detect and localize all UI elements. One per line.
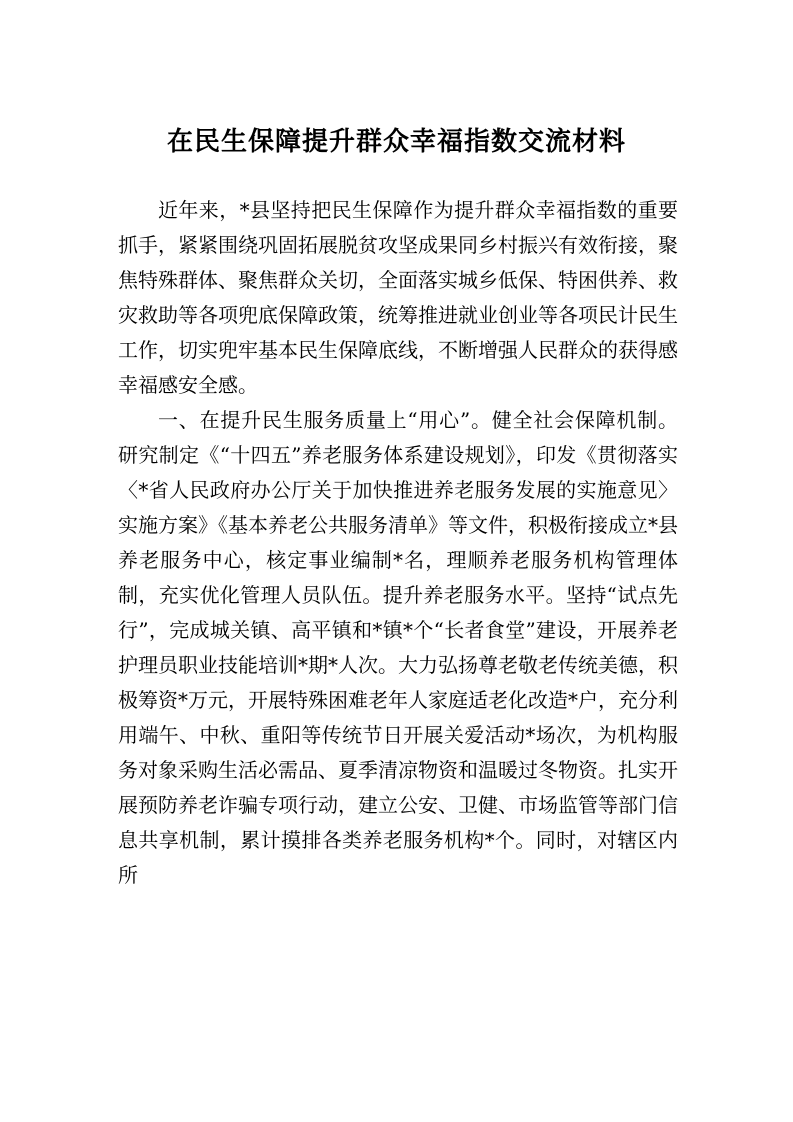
document-title: 在民生保障提升群众幸福指数交流材料: [166, 127, 626, 157]
paragraph-intro: 近年来，*县坚持把民生保障作为提升群众幸福指数的重要抓手，紧紧围绕巩固拓展脱贫攻坚成果同乡村振兴有效衔接，聚焦特殊群体、聚焦群众关切，全面落实城乡低保、特困供养、救灾救助等各项兜底保障政策，统筹推进就业创业等各项民计民生工作，切实兜牢基本民生保障底线，不断增强人民群众的获得感幸福感安全感。: [118, 198, 678, 397]
document-body: [118, 193, 678, 893]
paragraph-section-one: 一、在提升民生服务质量上“用心”。健全社会保障机制。研究制定《“十四五”养老服务体系建设规划》，印发《贯彻落实〈*省人民政府办公厅关于加快推进养老服务发展的实施意见〉实施方案》《基本养老公共服务清单》等文件，积极衔接成立*县养老服务中心，核定事业编制*名，理顺养老服务机构管理体制，充实优化管理人员队伍。提升养老服务水平。坚持“试点先行”，完成城关镇、高平镇和*镇*个“长者食堂”建设，开展养老护理员职业技能培训*期*人次。大力弘扬尊老敬老传统美德，积极筹资*万元，开展特殊困难老年人家庭适老化改造*户，充分利用端午、中秋、重阳等传统节日开展关爱活动*场次，为机构服务对象采购生活必需品、夏季清凉物资和温暖过冬物资。扎实开展预防养老诈骗专项行动，建立公安、卫健、市场监管等部门信息共享机制，累计摸排各类养老服务机构*个。同时，对辖区内所: [118, 408, 678, 887]
